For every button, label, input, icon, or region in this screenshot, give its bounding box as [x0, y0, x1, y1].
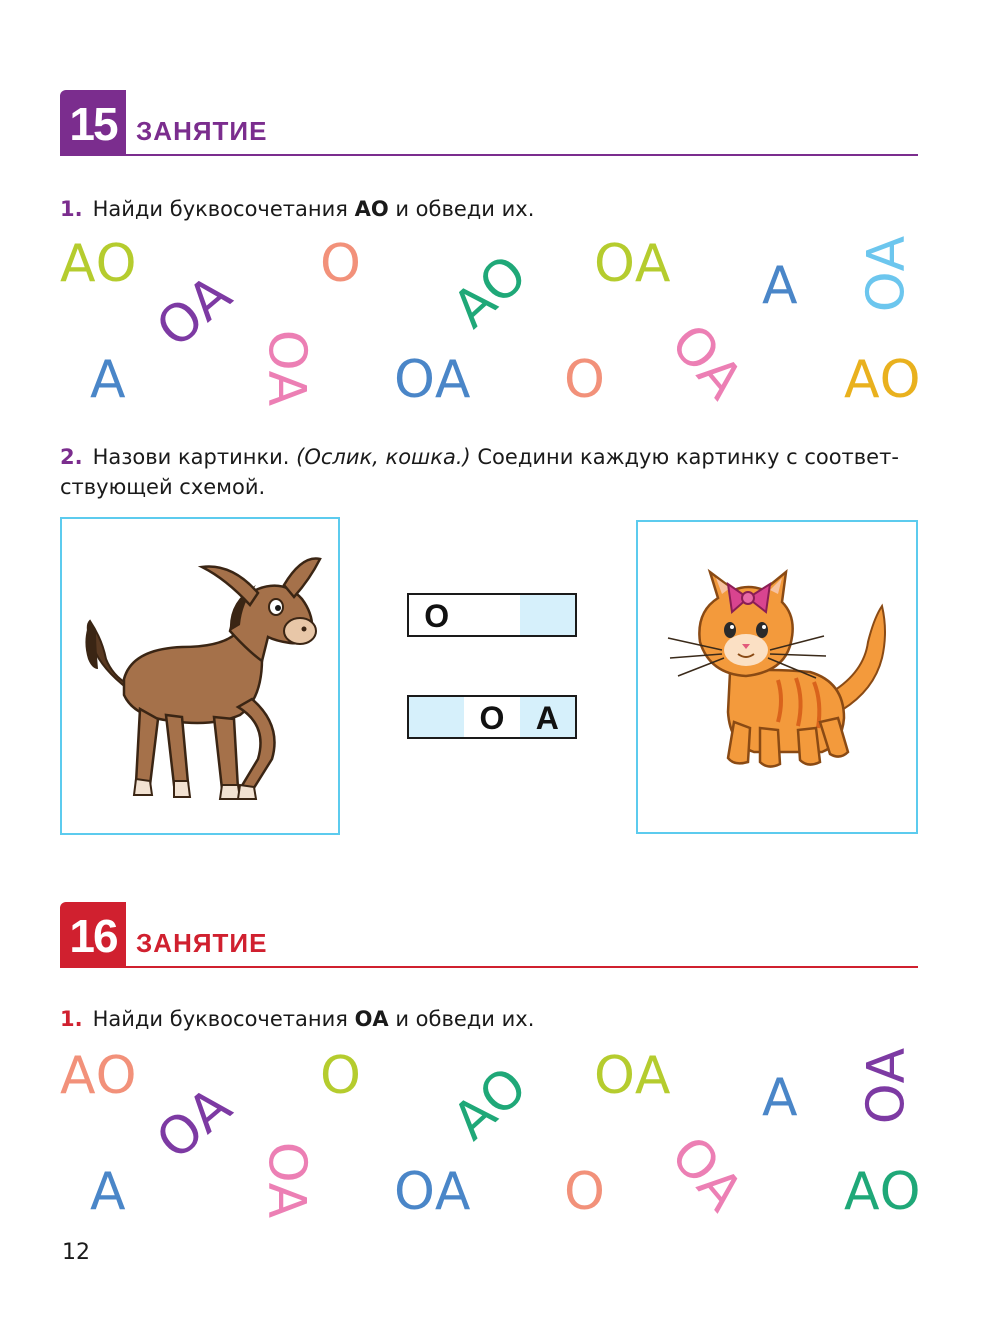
letter-group: ОА — [145, 264, 243, 360]
task-text-end: и обведи их. — [395, 1007, 535, 1031]
task-text: Найди буквосочетания — [92, 197, 348, 221]
lesson-15-number: 15 — [60, 90, 126, 156]
letter-group: ОА — [856, 1047, 917, 1125]
letter-group: ОА — [594, 1046, 671, 1106]
task-hint: (Ослик, кошка.) — [296, 445, 471, 469]
letter-group: А — [762, 1068, 798, 1128]
scheme-cell: О — [424, 598, 450, 634]
scheme-cell — [520, 595, 575, 635]
letter-group: ОА — [856, 235, 917, 313]
task-combo: АО — [354, 197, 389, 221]
task-text-cont: Соедини каждую картинку с соответ- — [477, 445, 899, 469]
letter-group: А — [90, 1162, 126, 1222]
letter-group: АО — [441, 1056, 539, 1152]
lesson-16-header — [60, 902, 918, 968]
letter-group: О — [564, 1162, 605, 1222]
letter-group: А — [762, 256, 798, 316]
donkey-picture-frame[interactable] — [60, 517, 340, 835]
task-text: Назови картинки. — [92, 445, 290, 469]
task-combo: ОА — [354, 1007, 389, 1031]
task-text: Найди буквосочетания — [92, 1007, 348, 1031]
word-scheme-1[interactable] — [407, 593, 577, 637]
task-number: 2. — [60, 445, 83, 469]
letter-group: ОА — [658, 313, 754, 411]
letter-group: ОА — [658, 1125, 754, 1223]
donkey-image — [62, 519, 338, 833]
letter-group: ОА — [256, 1141, 317, 1219]
letter-group: АО — [441, 244, 539, 340]
letter-group: О — [320, 1046, 361, 1106]
scheme-cell — [464, 595, 519, 635]
lesson-16-number: 16 — [60, 902, 126, 968]
task-number: 1. — [60, 1007, 83, 1031]
letter-group: ОА — [394, 350, 471, 410]
scheme-cell: А — [520, 697, 575, 737]
word-scheme-2[interactable] — [407, 695, 577, 739]
task-number: 1. — [60, 197, 83, 221]
lesson-16-title: ЗАНЯТИЕ — [136, 928, 268, 958]
task-text-end: и обведи их. — [395, 197, 535, 221]
lesson-15-header — [60, 90, 918, 156]
letter-group: ОА — [394, 1162, 471, 1222]
letter-group: ОА — [145, 1076, 243, 1172]
lesson-15-title: ЗАНЯТИЕ — [136, 116, 268, 146]
scheme-cell: О — [479, 700, 505, 736]
letter-group: АО — [844, 1162, 921, 1222]
page-number: 12 — [62, 1240, 90, 1265]
task-text-line2: ствующей схемой. — [60, 475, 266, 499]
lesson-16-task-1 — [60, 1004, 920, 1034]
letter-group: АО — [60, 234, 137, 294]
letter-group: ОА — [256, 329, 317, 407]
lesson-15-task-1 — [60, 194, 920, 224]
letter-group: А — [90, 350, 126, 410]
lesson-15-task-2 — [60, 442, 920, 502]
letter-group: О — [320, 234, 361, 294]
letter-group: АО — [844, 350, 921, 410]
scheme-cell — [409, 697, 464, 737]
letter-group: О — [564, 350, 605, 410]
kitten-image — [638, 522, 916, 832]
letter-group: АО — [60, 1046, 137, 1106]
kitten-picture-frame[interactable] — [636, 520, 918, 834]
lesson-15-rule — [60, 154, 918, 156]
lesson-16-rule — [60, 966, 918, 968]
letter-group: ОА — [594, 234, 671, 294]
